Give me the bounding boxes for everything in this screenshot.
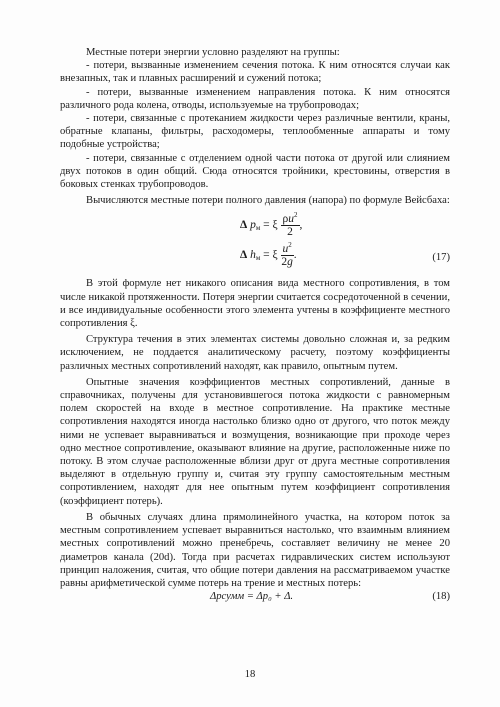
body-text	[60, 46, 450, 604]
paragraph-formula-description: В этой формуле нет никакого описания вида местного сопротивления, в том числе никакой протяженности. Потеря энергии считается сосредоточенной в сечении, и все индивидуальные особенности этого элемента учтены в коэффициенте местного сопротивления ξ.	[60, 278, 450, 330]
paragraph-flow-structure: Структура течения в этих элементах системы довольно сложная и, за редким исключением, не поддается аналитическому расчету, поэтому коэффициенты различных местных сопротивлений находят, как правило, опытным путем.	[60, 334, 450, 372]
formula-18	[60, 590, 450, 604]
formula-head-loss: Δ $h_м = \xi$ $\frac{u^2}{2g}$ .	[240, 241, 297, 269]
page-number: 18	[244, 669, 256, 680]
list-item-valves: - потери, связанные с протеканием жидкости через различные вентили, краны, обратные клапаны, фильтры, расходомеры, теплообменные аппараты и тому подобные устройства;	[60, 113, 450, 151]
list-item-flow-split: - потери, связанные с отделением одной части потока от другой или слиянием двух потоков в один общий. Сюда относятся тройники, крестовины, отверстия в боковых стенках трубопроводов.	[60, 152, 450, 191]
formula-total-loss: Δpсумм = Δp₀ + Δ.	[210, 591, 294, 603]
list-item-direction-change: - потери, вызванные изменением направления потока. К ним относятся различного рода колена, отводы, используемые на трубопроводах;	[60, 86, 450, 111]
paragraph-superposition: В обычных случаях длина прямолинейного участка, на котором поток за местным сопротивлением успевает выравниться настолько, что взаимным влиянием местных сопротивлений можно пренебречь, составляет величину не менее 20 диаметров канала (20d). Тогда при расчетах гидравлических систем используют принцип наложения, считая, что общие потери давления на рассматриваемом участке равны арифметической сумме потерь на трение и местных потерь:	[60, 511, 450, 589]
formula-pressure-loss: Δ $p_м = \xi$ $\frac{\rho u^2}{2}$ ,	[240, 211, 303, 239]
paragraph-experimental-values: Опытные значения коэффициентов местных сопротивлений, данные в справочниках, получены для установившегося потока жидкости с равномерным полем скоростей на входе в местное сопротивление. На практике местные сопротивления находятся иногда настолько близко одно от другого, что поток между ними не успевает выравниваться и возмущения, возникающие при проходе через одно местное сопротивление, оказывают влияние на другие, расположенные ниже по потоку. В этом случае расположенные вблизи друг от друга местные сопротивления выделяют в отдельную группу и, считая эту группу самостоятельным местным сопротивлением, находят для нее опытным путем коэффициент сопротивления (коэффициент потерь).	[60, 376, 450, 507]
equation-number-17: (17)	[432, 252, 450, 264]
equation-number-18: (18)	[432, 591, 450, 603]
paragraph-weisbach: Вычисляются местные потери полного давления (напора) по формуле Вейсбаха:	[86, 195, 450, 207]
list-item-section-change: - потери, вызванные изменением сечения потока. К ним относятся случаи как внезапных, так и плавных расширений и сужений потока;	[60, 60, 450, 85]
paragraph-intro: Местные потери энергии условно разделяют на группы:	[86, 47, 340, 58]
formula-17	[60, 211, 450, 273]
